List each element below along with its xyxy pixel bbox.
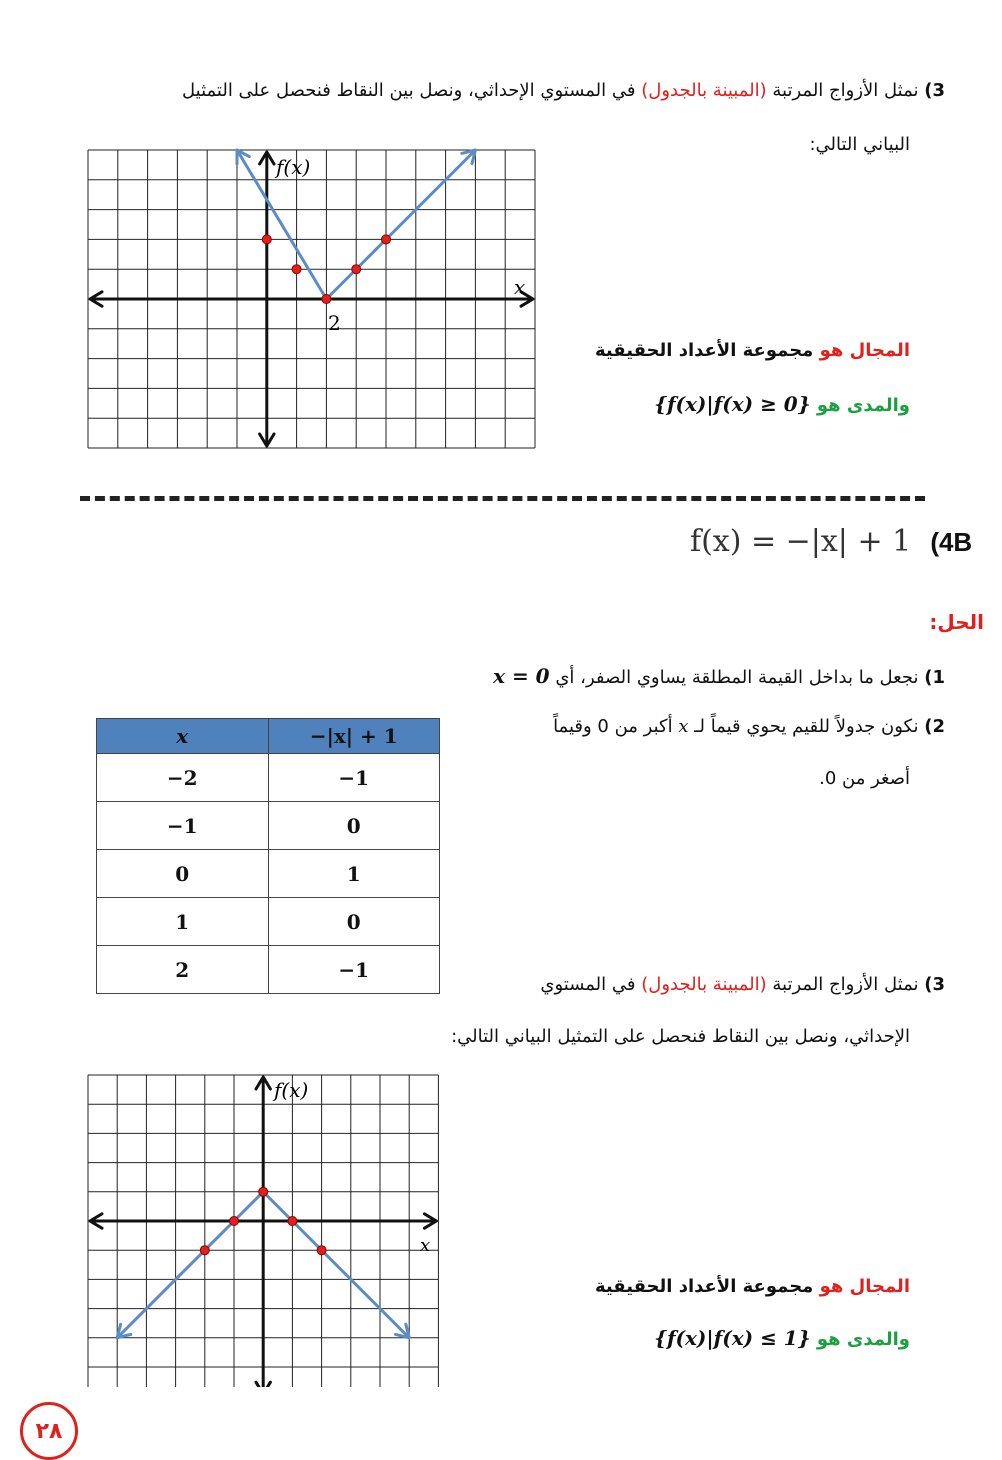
table-cell: 0 bbox=[268, 802, 440, 850]
table-row bbox=[97, 802, 440, 850]
step-text: في المستوي الإحداثي، ونصل بين النقاط فنحصل على التمثيل bbox=[182, 80, 636, 101]
step-number: 3) bbox=[924, 974, 945, 995]
step-number: 2) bbox=[924, 716, 945, 737]
data-point bbox=[352, 265, 361, 274]
y-axis-label: f(x) bbox=[274, 1078, 309, 1102]
data-point bbox=[292, 265, 301, 274]
range-math: {f(x)|f(x) ≥ 0} bbox=[654, 392, 811, 416]
function-line bbox=[117, 1192, 263, 1338]
data-point bbox=[259, 1187, 268, 1196]
tick-label: 2 bbox=[328, 311, 341, 335]
step-number: 3) bbox=[924, 80, 945, 101]
x-axis-label: x bbox=[420, 1235, 431, 1256]
data-point bbox=[317, 1246, 326, 1255]
solution-step2-line1 bbox=[553, 716, 945, 737]
range-math: {f(x)|f(x) ≤ 1} bbox=[654, 1326, 811, 1350]
table-header-row bbox=[97, 719, 440, 754]
section-divider bbox=[80, 496, 925, 501]
table-cell: 2 bbox=[97, 946, 269, 994]
solution-step2-line2: أصغر من 0. bbox=[819, 768, 910, 789]
solution-range bbox=[654, 1326, 910, 1350]
section1-range bbox=[654, 392, 910, 416]
table-cell: 1 bbox=[97, 898, 269, 946]
function-line bbox=[263, 1192, 409, 1338]
solution-title: الحل: bbox=[929, 610, 984, 634]
problem-equation: f(x) = −|x| + 1 bbox=[690, 524, 912, 559]
graph-neg-abs-x-plus-1 bbox=[86, 1073, 442, 1387]
data-point bbox=[382, 235, 391, 244]
table-cell: −2 bbox=[97, 754, 269, 802]
data-point bbox=[322, 295, 331, 304]
solution-step3-line2: الإحداثي، ونصل بين النقاط فنحصل على التمثيل البياني التالي: bbox=[451, 1026, 910, 1047]
data-point bbox=[200, 1246, 209, 1255]
range-label: والمدى هو bbox=[816, 395, 910, 416]
data-point bbox=[262, 235, 271, 244]
step-text-highlight: (المبينة بالجدول) bbox=[641, 80, 767, 101]
step-text: في المستوي bbox=[540, 974, 636, 995]
function-line bbox=[326, 150, 475, 299]
domain-label: المجال هو bbox=[819, 340, 910, 361]
table-row bbox=[97, 754, 440, 802]
step-number: 1) bbox=[924, 667, 945, 688]
table-row bbox=[97, 946, 440, 994]
table-row bbox=[97, 850, 440, 898]
page-number-badge: ٢٨ bbox=[20, 1402, 78, 1460]
data-point bbox=[230, 1217, 239, 1226]
graph-abs-x-minus-2 bbox=[86, 148, 538, 462]
step-text: نمثل الأزواج المرتبة bbox=[772, 80, 919, 101]
domain-text: مجموعة الأعداد الحقيقية bbox=[595, 340, 814, 361]
step-text: نكون جدولاً للقيم يحوي قيماً لـ bbox=[694, 716, 919, 737]
table-row bbox=[97, 898, 440, 946]
table-cell: −1 bbox=[268, 946, 440, 994]
x-axis-label: x bbox=[514, 275, 526, 299]
range-label: والمدى هو bbox=[816, 1329, 910, 1350]
step-math-x: x bbox=[678, 716, 689, 737]
y-axis-label: f(x) bbox=[276, 155, 311, 179]
graph-axes bbox=[90, 1077, 436, 1387]
step-text: أكبر من 0 وقيماً bbox=[553, 716, 673, 737]
section1-domain bbox=[595, 340, 910, 361]
solution-step3-line1 bbox=[540, 974, 945, 995]
table-cell: 0 bbox=[97, 850, 269, 898]
problem-label: (4B bbox=[930, 527, 973, 557]
solution-domain bbox=[595, 1276, 910, 1297]
table-cell: 0 bbox=[268, 898, 440, 946]
step-text-highlight: (المبينة بالجدول) bbox=[641, 974, 767, 995]
graph-axes bbox=[90, 152, 533, 446]
section1-step3-line2: البياني التالي: bbox=[809, 134, 910, 155]
values-table bbox=[96, 718, 440, 994]
step-text: نمثل الأزواج المرتبة bbox=[772, 974, 919, 995]
domain-label: المجال هو bbox=[819, 1276, 910, 1297]
table-cell: −1 bbox=[97, 802, 269, 850]
domain-text: مجموعة الأعداد الحقيقية bbox=[595, 1276, 814, 1297]
table-cell: 1 bbox=[268, 850, 440, 898]
step-math: x = 0 bbox=[493, 664, 550, 688]
table-header-x: x bbox=[97, 719, 269, 754]
problem-4b-header bbox=[690, 524, 972, 559]
table-cell: −1 bbox=[268, 754, 440, 802]
step-text: نجعل ما بداخل القيمة المطلقة يساوي الصفر، أي bbox=[555, 667, 919, 688]
data-point bbox=[288, 1217, 297, 1226]
solution-step1 bbox=[493, 664, 945, 688]
section1-step3-line1 bbox=[182, 80, 945, 101]
table-header-fx: −|x| + 1 bbox=[268, 719, 440, 754]
